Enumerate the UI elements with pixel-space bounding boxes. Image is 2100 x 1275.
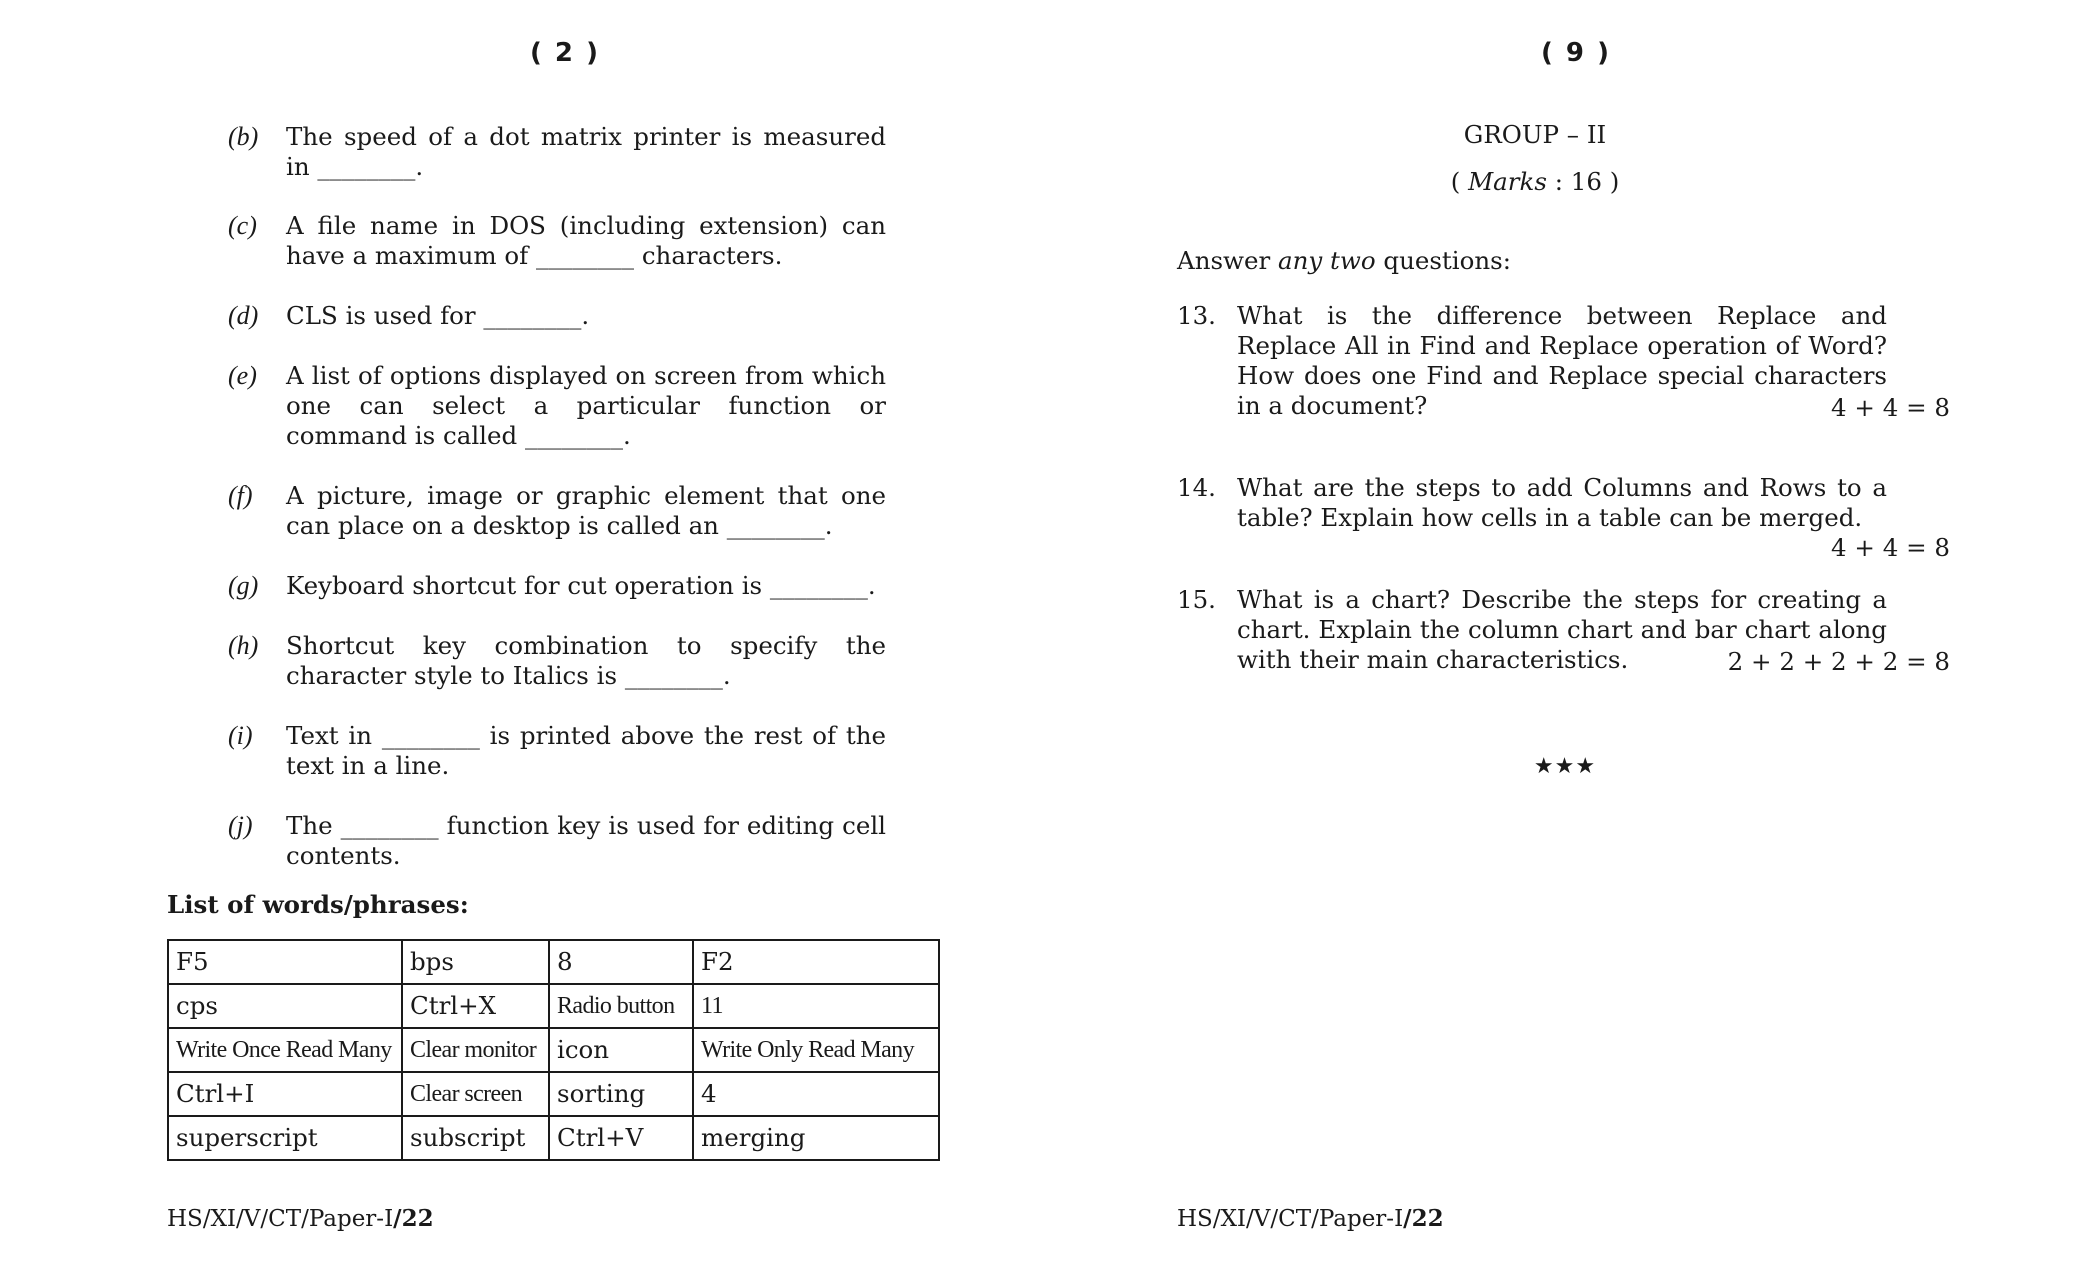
group-marks [1380, 167, 1690, 196]
left-page-number: ( 2 ) [530, 38, 600, 68]
word-list-heading: List of words/phrases: [167, 890, 469, 919]
question-14-marks: 4 + 4 = 8 [1831, 533, 1950, 562]
end-marker: ★★★ [1533, 754, 1597, 779]
question-text: The speed of a dot matrix printer is measured in ________. [286, 122, 886, 181]
question-number: 13. [1177, 301, 1216, 330]
footer-suffix: /22 [393, 1205, 434, 1232]
table-cell: cps [168, 984, 402, 1028]
table-cell: 11 [693, 984, 939, 1028]
table-row [168, 984, 939, 1028]
answer-emphasis: any two [1278, 246, 1376, 275]
question-text: Shortcut key combination to specify the character style to Italics is ________. [286, 631, 886, 690]
table-cell: Ctrl+X [402, 984, 549, 1028]
table-cell: Clear screen [402, 1072, 549, 1116]
question-letter: (d) [228, 301, 259, 330]
table-cell: sorting [549, 1072, 693, 1116]
question-text: What is a chart? Describe the steps for creating a chart. Explain the column chart and bar chart along with their main characteristics. [1237, 585, 1887, 674]
question-text: Keyboard shortcut for cut operation is ________. [286, 571, 876, 600]
table-cell: Write Only Read Many [693, 1028, 939, 1072]
table-cell: bps [402, 940, 549, 984]
table-cell: Ctrl+I [168, 1072, 402, 1116]
question-number: 14. [1177, 473, 1216, 502]
question-letter: (h) [228, 631, 259, 660]
left-footer [167, 1205, 434, 1232]
table-cell: icon [549, 1028, 693, 1072]
answer-instruction [1177, 246, 1511, 275]
table-cell: Clear monitor [402, 1028, 549, 1072]
question-letter: (c) [228, 211, 257, 240]
table-row [168, 1028, 939, 1072]
table-cell: Write Once Read Many [168, 1028, 402, 1072]
marks-prefix: ( [1450, 167, 1469, 196]
question-letter: (g) [228, 571, 259, 600]
question-text: Text in ________ is printed above the rest of the text in a line. [286, 721, 886, 780]
table-cell: subscript [402, 1116, 549, 1160]
question-text: A list of options displayed on screen from which one can select a particular function or command is called ________. [286, 361, 886, 450]
table-row [168, 1116, 939, 1160]
table-cell: Radio button [549, 984, 693, 1028]
answer-suffix: questions: [1375, 246, 1511, 275]
table-cell: F2 [693, 940, 939, 984]
question-text: CLS is used for ________. [286, 301, 590, 330]
table-row [168, 1072, 939, 1116]
table-cell: 8 [549, 940, 693, 984]
table-cell: 4 [693, 1072, 939, 1116]
question-15-marks: 2 + 2 + 2 + 2 = 8 [1727, 647, 1950, 676]
question-text: The ________ function key is used for editing cell contents. [286, 811, 886, 870]
question-letter: (f) [228, 481, 253, 510]
table-cell: F5 [168, 940, 402, 984]
footer-code: HS/XI/V/CT/Paper-I [167, 1206, 394, 1232]
question-letter: (i) [228, 721, 253, 750]
footer-code: HS/XI/V/CT/Paper-I [1177, 1206, 1404, 1232]
question-text: A picture, image or graphic element that one can place on a desktop is called an ________. [286, 481, 886, 540]
table-cell: Ctrl+V [549, 1116, 693, 1160]
question-text: A file name in DOS (including extension) can have a maximum of ________ characters. [286, 211, 886, 270]
table-cell: merging [693, 1116, 939, 1160]
answer-prefix: Answer [1177, 246, 1279, 275]
right-footer [1177, 1205, 1444, 1232]
question-letter: (e) [228, 361, 257, 390]
marks-suffix: : 16 ) [1546, 167, 1620, 196]
question-number: 15. [1177, 585, 1216, 614]
question-letter: (j) [228, 811, 253, 840]
table-cell: superscript [168, 1116, 402, 1160]
group-title: GROUP – II [1463, 120, 1607, 149]
table-row [168, 940, 939, 984]
word-table [167, 939, 940, 1161]
question-letter: (b) [228, 122, 259, 151]
right-page-number: ( 9 ) [1541, 38, 1611, 68]
marks-label: Marks [1468, 167, 1547, 196]
footer-suffix: /22 [1403, 1205, 1444, 1232]
question-13-marks: 4 + 4 = 8 [1831, 393, 1950, 422]
question-text: What are the steps to add Columns and Rows to a table? Explain how cells in a table can be merged. [1237, 473, 1887, 532]
question-text: What is the difference between Replace and Replace All in Find and Replace operation of Word? How does one Find and Replace special characters in a document? [1237, 301, 1887, 420]
